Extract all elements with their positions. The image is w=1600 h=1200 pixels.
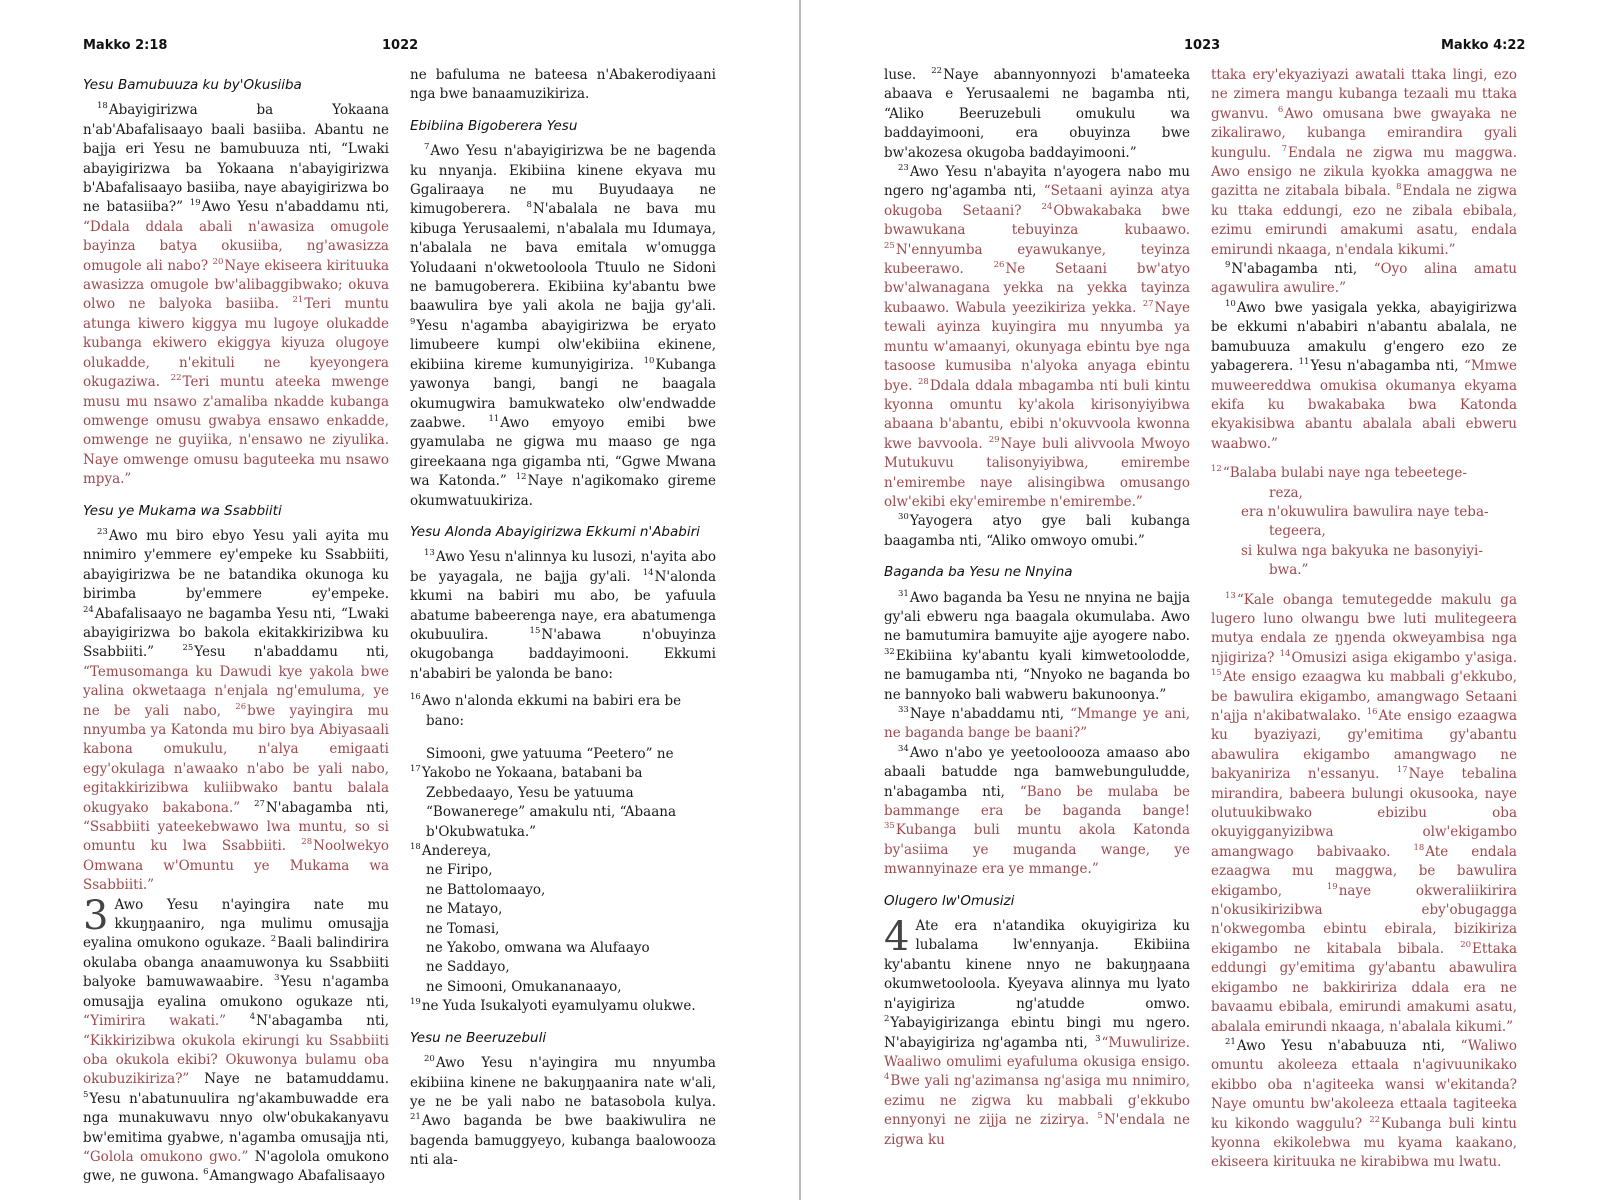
paragraph: ne bafuluma ne bateesa n'Abakerodiyaani nga bwe banaamuzikiriza. xyxy=(410,67,716,103)
paragraph: 3 Awo Yesu n'ayingira nate mu kkuŋŋaaniro, nga mulimu omusajja eyalina omukono ogukaze. $^2$Baali balindirira okulaba obanga anaamuwonya ku Ssabbiiti balyoke bamuwawaabire. $^3$Yesu n'agamba omusajja eyalina omukono ogukaze nti, “Yimirira wakati.” $^4$N'abagamba nti, “Kikkirizibwa okukola ekirungi ku Ssabbiiti oba okukola ekibi? Okuwonya bulamu oba okubuzikiriza?” Naye ne batamuddamu. $^5$Yesu n'abatunuulira ng'akambuwadde era nga munakuwavu nnyo olw'obukakanyavu bw'emitima gyabwe, n'agamba omusajja nti, “Golola omukono gwo.” N'agolola omukono gwe, ne guwona. $^6$Amangwago Abafalisaayo xyxy=(83,892,389,1185)
left-column-2 xyxy=(410,66,716,1171)
paragraph: $^7$Awo Yesu n'abayigirizwa be ne bagenda ku nnyanja. Ekibiina kinene ekyava mu Ggaliraaya ne mu Buyudaaya ne kimugoberera. $^8$N'abalala ne bava mu kibuga Yerusaalemi, n'abalala mu Idumaya, n'abalala ne bava emitala w'omugga Yoludaani n'okwetooloola Ttuulo ne Sidoni ne bamugoberera. Ekibiina ky'abantu bwe baawulira bye yali akola ne bajja gy'ali. $^9$Yesu n'agamba abayigirizwa be eryato limubeere kumpi olw'ekibiina ekinene, ekibiina kireme kumunyigiriza. $^{10}$Kubanga yawonya bangi, bangi ne baagala okumugwira bamukwateko olw'endwadde zaabwe. $^{11}$Awo emyoyo emibi bwe gyamulaba ne gigwa mu maaso ge nga gireekaana nga gigamba nti, “Ggwe Mwana wa Katonda.” $^{12}$Naye n'agikomako gireme okumwatuukiriza. xyxy=(410,142,716,509)
paragraph: ttaka ery'ekyaziyazi awatali ttaka lingi, ezo ne zimera mangu kubanga tezaali mu ttaka gwanvu. $^6$Awo omusana bwe gwayaka ne zikalirawo, kubanga emirandira gyali kungulu. $^7$Endala ne zigwa mu maggwa. Awo ensigo ne zikula kyokka amaggwa ne gazitta ne zitabala bibala. $^8$Endala ne zigwa ku ttaka eddungi, ezo ne zibala ebibala, ezimu emirundi amakumi asatu, endala emirundi nkaaga, n'endala kikumi.” xyxy=(1211,67,1517,258)
paragraph: $^{34}$Awo n'abo ye yeetooloooza amaaso abo abaali batudde nga bamwebunguludde, n'abagamba nti, “Bano be mulaba be bammange era be baganda bange! $^{35}$Kubanga buli muntu akola Katonda by'asiima ye muganda wange, ye mwannyinaze era ye mmange.” xyxy=(884,743,1190,878)
paragraph: $^9$N'abagamba nti, “Oyo alina amatu agawulira awulire.” xyxy=(1211,260,1517,297)
apostles-list: $^{16}$Awo n'alonda ekkumi na babiri era be bano: Simooni, gwe yatuuma “Peetero” ne $^{17}$Yakobo ne Yokaana, batabani ba Zebbedaayo, Yesu be yatuuma “Bowanerege” amakulu nti, “Abaana b'Okubwatuka.” $^{18}$Andereya, ne Firipo, ne Battolomaayo, ne Matayo, ne Tomasi, ne Yakobo, omwana wa Alufaayo ne Saddayo, ne Simooni, Omukananaayo, $^{19}$ne Yuda Isukalyoti eyamulyamu olukwe. xyxy=(410,692,696,1015)
section-heading: Ebibiina Bigoberera Yesu xyxy=(410,117,578,134)
section-heading: Yesu ye Mukama wa Ssabbiiti xyxy=(83,502,282,519)
section-heading: Yesu ne Beeruzebuli xyxy=(410,1029,547,1046)
paragraph: $^{31}$Awo baganda ba Yesu ne nnyina ne bajja gy'ali ebweru nga baagala okumulaba. Awo ne bamutumira bamuyite ajje ayogere nabo. $^{32}$Ekibiina ky'abantu kyali kimwetoolodde, ne bamugamba nti, “Nnyoko ne baganda bo ne bannyoko bali wabweru bakunoonya.” xyxy=(884,588,1190,703)
paragraph: $^{33}$Naye n'abaddamu nti, “Mmange ye ani, ne baganda bange be baani?” xyxy=(884,705,1190,742)
section-heading: Yesu Alonda Abayigirizwa Ekkumi n'Ababiri xyxy=(410,523,700,540)
paragraph: $^{18}$Abayigirizwa ba Yokaana n'ab'Abafalisaayo baali basiiba. Abantu ne bajja eri Yesu ne bamubuuza nti, “Lwaki abayigirizwa ba Yokaana n'abayigirizwa b'Abafalisaayo basiiba, naye abayigirizwa bo ne batasiiba?” $^{19}$Awo Yesu n'abaddamu nti, “Ddala ddala abali n'awasiza omugole bayinza batya okusiiba, ng'awasizza omugole ali nabo? $^{20}$Naye ekiseera kirituuka awasizza omugole bw'alibaggibwako; okuva olwo ne balyoka basiiba. $^{21}$Teri muntu atunga kiwero kiggya mu lugoye olukadde kubanga ekiwero ekiggya kiyuza olugoye olukadde, n'ekituli ne kyeyongera okugaziwa. $^{22}$Teri muntu ateeka mwenge musu mu nsawo z'amaliba nkadde kubanga omwenge omusu gwabya ensawo enkadde, omwenge ne guyiika, n'ensawo ne ziyulika. Naye omwenge omusu baguteeka mu nsawo mpya.” xyxy=(83,101,389,488)
paragraph: 4 Ate era n'atandika okuyigiriza ku lubalama lw'ennyanja. Ekibiina ky'abantu kinene nnyo ne bakuŋŋaana okumwetooloola. Kyeyava alinnya mu lyato n'ayigiriza ng'atudde omwo. $^2$Yabayigirizanga ebintu bingi mu ngero. N'abayigiriza ng'agamba nti, $^3$“Muwulirize. Waaliwo omulimi eyafuluma okusiga ensigo. $^4$Bwe yali ng'azimansa ng'asiga mu nnimiro, ezimu ne zigwa ku mabbali g'ekkubo ennyonyi ne zijja ne zizirya. $^5$N'endala ne zigwa ku xyxy=(884,914,1190,1148)
right-column-2 xyxy=(1211,66,1517,1173)
paragraph: $^{30}$Yayogera atyo gye bali kubanga baagamba nti, “Aliko omwoyo omubi.” xyxy=(884,512,1190,549)
right-column-1 xyxy=(884,66,1190,1150)
paragraph: luse. $^{22}$Naye abannyonnyozi b'amateeka abaava e Yerusaalemi ne bagamba nti, “Aliko Beeruzebuli omukulu wa baddayimooni, era obuyinza bwe bw'akozesa okugoba baddayimooni.” xyxy=(884,66,1190,161)
left-column-1 xyxy=(83,66,389,1187)
quotation-poem: $^{12}$“Balaba bulabi naye nga tebeetege- reza, era n'okuwulira bawulira naye teba- tegeera, si kulwa nga bakyuka ne basonyiyi- bwa.” xyxy=(1211,464,1489,579)
paragraph: $^{23}$Awo Yesu n'abayita n'ayogera nabo mu ngero ng'agamba nti, “Setaani ayinza atya okugoba Setaani? $^{24}$Obwakabaka bwe bwawukana tebuyinza kubaawo. $^{25}$N'ennyumba eyawukanye, teyinza kubeerawo. $^{26}$Ne Setaani bw'atyo bw'alwanagana yekka na yekka tayinza kubaawo. Wabula yeezikiriza yekka. $^{27}$Naye tewali ayinza kuyingira mu nnyumba ya muntu w'amaanyi, okunyaga ebintu bye nga tasoose kumusiba n'alyoka anyaga ebintu bye. $^{28}$Ddala ddala mbagamba nti buli kintu kyonna omuntu ky'akola kirisonyiyibwa abaana b'abantu, ebibi n'okuvvoola kwonna kwe bavvoola. $^{29}$Naye buli alivvoola Mwoyo Mutukuvu talisonyiyibwa, emirembe n'emirembe naye alisingibwa omusango olw'ekibi eky'emirembe n'emirembe.” xyxy=(884,163,1191,510)
section-heading: Olugero lw'Omusizi xyxy=(884,892,1015,909)
right-page xyxy=(801,0,1600,1200)
paragraph: $^{23}$Awo mu biro ebyo Yesu yali ayita mu nnimiro y'emmere ey'empeke ku Ssabbiiti, abayigirizwa be ne batandika okunoga ku birimba by'emmere ey'empeke. $^{24}$Abafalisaayo ne bagamba Yesu nti, “Lwaki abayigirizwa bo bakola ekitakkirizibwa ku Ssabbiiti.” $^{25}$Yesu n'abaddamu nti, “Temusomanga ku Dawudi kye yakola bwe yalina okwetaaga n'enjala ng'emuluma, ye ne be yali nabo, $^{26}$bwe yayingira mu nnyumba ya Katonda mu biro bya Abiyasaali kabona omukulu, n'alya emigaati egy'okulaga n'awaako n'abo be yali nabo, egitakkirizibwa kuliibwako bantu balala okugyako bakabona.” $^{27}$N'abagamba nti, “Ssabbiiti yateekebwawo lwa muntu, so si omuntu ku lwa Ssabbiiti. $^{28}$Noolwekyo Omwana w'Omuntu ye Mukama wa Ssabbiiti.” xyxy=(83,526,390,894)
page-number-left: 1022 xyxy=(382,38,419,53)
paragraph: $^{21}$Awo Yesu n'ababuuza nti, “Waliwo omuntu akoleeza ettaala n'agivuunikako ekibbo oba n'agiteeka wansi w'ekitanda? Naye omuntu bw'akoleeza ettaala tagiteeka ku kikondo waggulu? $^{22}$Kubanga buli kintu kyonna ekikolebwa mu kyama kaakano, ekiseera kirituuka ne kirabibwa mu lwatu. xyxy=(1211,1036,1517,1171)
paragraph: $^{10}$Awo bwe yasigala yekka, abayigirizwa be ekkumi n'ababiri n'abantu abalala, ne bamubuuza amakulu g'engero ezo ze yabagerera. $^{11}$Yesu n'abagamba nti, “Mmwe muweereddwa omukisa okumanya ekyama ekifa ku bwakabaka bwa Katonda ekyakisibwa abantu abalala abali ebweru waabwo.” xyxy=(1211,298,1518,452)
running-header-left: Makko 2:18 xyxy=(83,38,168,53)
page-number-right: 1023 xyxy=(1184,38,1221,53)
chapter-number: 4 xyxy=(884,914,910,961)
running-header-right: Makko 4:22 xyxy=(1441,38,1526,53)
section-heading: Yesu Bamubuuza ku by'Okusiiba xyxy=(83,77,302,93)
paragraph: $^{13}$“Kale obanga temutegedde makulu ga lugero luno olwangu bwe luti mulitegeera mutya endala ze ŋŋenda okweyambisa nga njigiriza? $^{14}$Omusizi asiga ekigambo y'asiga. $^{15}$Ate ensigo ezaagwa ku mabbali g'ekkubo, be bawulira ekigambo, amangwago Setaani n'ajja n'akibatwalako. $^{16}$Ate ensigo ezaagwa ku byaziyazi, gy'emitima gy'abantu abawulira ekigambo amangwago ne bakyaniriza n'essanyu. $^{17}$Naye tebalina mirandira, babeera bulungi okusooka, naye olutuukibwako ebizibu oba okuyigganyizibwa olw'ekigambo amangwago babivaako. $^{18}$Ate endala ezaagwa mu maggwa, be bawulira ekigambo, $^{19}$naye okweraliikirira n'okusikirizibwa eby'obugagga n'okwegomba ebintu ebirala, bizikiriza ekigambo ne kitabala bibala. $^{20}$Ettaka eddungi gy'emitima gy'abantu abawulira ekigambo ne bakkiririza ddala era ne bavaamu ebibala, emirundi amakumi asatu, abalala emirundi nkaaga, n'abalala kikumi.” xyxy=(1211,590,1517,1035)
chapter-number: 3 xyxy=(83,892,109,939)
paragraph: $^{13}$Awo Yesu n'alinnya ku lusozi, n'ayita abo be yayagala, ne bajja gy'ali. $^{14}$N'alonda kkumi na babiri mu abo, be yafuula abatume babeerenga naye, era abatumenga okubuulira. $^{15}$N'abawa n'obuyinza okugobanga baddayimooni. Ekkumi n'ababiri be yalonda be bano: xyxy=(410,548,716,682)
section-heading: Baganda ba Yesu ne Nnyina xyxy=(884,564,1073,581)
paragraph: $^{20}$Awo Yesu n'ayingira mu nnyumba ekibiina kinene ne bakuŋŋaanira nate w'ali, ye ne be yali nabo ne batasobola kulya. $^{21}$Awo baganda be bwe baakiwulira ne bagenda bamuggyeyo, kubanga baalowooza nti ala- xyxy=(410,1054,716,1169)
